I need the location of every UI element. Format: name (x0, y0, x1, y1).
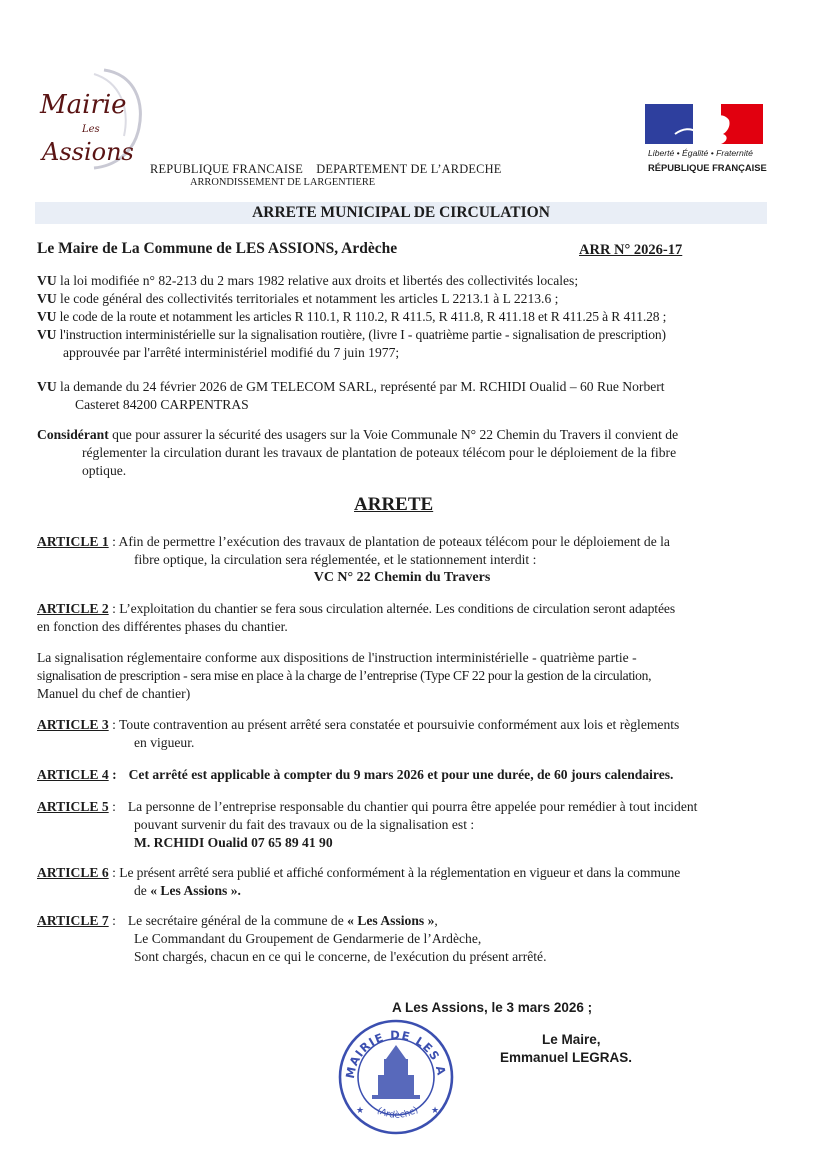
marianne-logo (645, 104, 765, 176)
stamp-inner-text: (Ardèche) (375, 1105, 421, 1121)
article-text: La signalisation réglementaire conforme aux dispositions de l'instruction interministérielle - quatrième partie - (37, 650, 637, 665)
marianne-flag-icon (645, 104, 765, 144)
vu-text: le code général des collectivités territoriales et notamment les articles L 2213.1 à L 2213.6 ; (56, 291, 559, 306)
article-emphasis: « Les Assions ». (150, 883, 241, 898)
article-text: pouvant survenir du fait des travaux ou de la signalisation est : (134, 817, 475, 832)
article-separator: : (108, 865, 120, 880)
logo-line-2: Les (82, 124, 100, 135)
stamp-seal-icon (336, 1017, 456, 1137)
svg-text:(Ardèche) (375, 1105, 420, 1120)
article-label: ARTICLE 4 (37, 767, 109, 782)
page-title: ARRETE MUNICIPAL DE CIRCULATION (252, 204, 550, 221)
article-separator: : (108, 717, 119, 732)
vu-item (37, 290, 767, 308)
issuer-line: Le Maire de La Commune de LES ASSIONS, Ardèche (37, 240, 398, 257)
article-2 (37, 600, 767, 636)
article-2-signalisation (37, 649, 767, 703)
article-label: ARTICLE 7 (37, 913, 109, 928)
article-text: en vigueur. (134, 735, 195, 750)
article-label: ARTICLE 2 (37, 601, 109, 616)
article-text: La personne de l’entreprise responsable du chantier qui pourra être appelée pour remédier à tout incident (127, 799, 698, 814)
logo-line-3: Assions (42, 138, 134, 166)
vu-demande (37, 378, 767, 414)
stamp-outer-text: MAIRIE DE LES A (342, 1027, 449, 1080)
article-label: ARTICLE 3 (37, 717, 109, 732)
logo-line-1: Mairie (40, 90, 127, 120)
article-text: Sont chargés, chacun en ce qui le concerne, de l'exécution du présent arrêté. (134, 949, 547, 964)
article-label: ARTICLE 6 (37, 865, 109, 880)
article-separator: : (108, 913, 116, 928)
stamp-star-icon: ★ (431, 1105, 440, 1115)
article-label: ARTICLE 1 (37, 534, 109, 549)
header-republic-department: REPUBLIQUE FRANCAISE DEPARTEMENT DE L’ARDECHE (150, 162, 502, 176)
arrete-heading: ARRETE (354, 494, 434, 515)
vu-text: la loi modifiée n° 82-213 du 2 mars 1982 relative aux droits et libertés des collectivités locales; (56, 273, 579, 288)
article-text: Toute contravention au présent arrêté sera constatée et poursuivie conformément aux lois et règlements (119, 717, 680, 732)
vu-label: VU (37, 309, 57, 324)
article-7 (37, 912, 767, 966)
article-text: en fonction des différentes phases du chantier. (37, 619, 288, 634)
signer-name: Emmanuel LEGRAS. (500, 1050, 633, 1065)
article-text: L’exploitation du chantier se fera sous circulation alternée. Les conditions de circulation seront adaptées (119, 601, 676, 616)
vu-item (37, 308, 767, 326)
article-separator: : (108, 799, 116, 814)
vu-text: la demande du 24 février 2026 de GM TELECOM SARL, représenté par M. RCHIDI Oualid – 60 Rue Norbert (56, 379, 665, 394)
contact-person: M. RCHIDI Oualid 07 65 89 41 90 (134, 835, 333, 850)
vu-item-continued: approuvée par l'arrêté interministériel modifié du 7 juin 1977; (63, 345, 400, 360)
stamp-star-icon: ★ (356, 1105, 365, 1115)
vu-item (37, 272, 767, 290)
article-text: de (134, 883, 151, 898)
article-text: Le Commandant du Groupement de Gendarmerie de l’Ardèche, (134, 931, 482, 946)
republic-motto: Liberté • Égalité • Fraternité (648, 148, 753, 158)
article-3 (37, 716, 767, 752)
header-arrondissement: ARRONDISSEMENT DE LARGENTIERE (190, 177, 376, 188)
article-emphasis: « Les Assions » (347, 913, 435, 928)
article-text: signalisation de prescription - sera mise en place à la charge de l’entreprise (Type CF 22 pour la gestion de la circulation, (37, 668, 652, 683)
article-text: Le secrétaire général de la commune de (127, 913, 348, 928)
article-text: Cet arrêté est applicable à compter du 9 mars 2026 et pour une durée, de 60 jours calendaires. (128, 767, 674, 782)
vu-label: VU (37, 273, 57, 288)
article-separator: : (108, 767, 117, 782)
article-6 (37, 864, 767, 900)
vu-item (37, 326, 767, 344)
vu-label: VU (37, 327, 57, 342)
considerant-label: Considérant (37, 427, 109, 442)
considerant (37, 426, 767, 480)
vu-label: VU (37, 379, 57, 394)
vu-text: le code de la route et notamment les articles R 110.1, R 110.2, R 411.5, R 411.8, R 411.18 et R 411.25 à R 411.28 ; (56, 309, 667, 324)
article-emphasis: VC N° 22 Chemin du Travers (313, 570, 491, 585)
signer-role: Le Maire, (542, 1032, 601, 1047)
vu-list (37, 272, 767, 362)
considerant-text: que pour assurer la sécurité des usagers sur la Voie Communale N° 22 Chemin du Travers il convient de (108, 427, 679, 442)
article-text: fibre optique, la circulation sera réglementée, et le stationnement interdit : (134, 552, 537, 567)
vu-text: l'instruction interministérielle sur la signalisation routière, (livre I - quatrième partie - signalisation de prescription) (56, 327, 666, 342)
vu-label: VU (37, 291, 57, 306)
vu-text-continued: Casteret 84200 CARPENTRAS (75, 397, 249, 412)
article-separator: : (108, 534, 119, 549)
article-5 (37, 798, 767, 852)
republic-name: RÉPUBLIQUE FRANÇAISE (648, 162, 767, 173)
article-4 (37, 766, 767, 784)
article-text: Afin de permettre l’exécution des travaux de plantation de poteaux télécom pour le déploiement de la (118, 534, 670, 549)
reference-number: ARR N° 2026-17 (579, 242, 683, 258)
official-stamp (336, 1017, 456, 1137)
article-1 (37, 533, 767, 587)
article-text: Manuel du chef de chantier) (37, 686, 191, 701)
considerant-text-continued: réglementer la circulation durant les travaux de plantation de poteaux télécom pour le déploiement de la fibre (82, 445, 677, 460)
place-and-date: A Les Assions, le 3 mars 2026 ; (392, 1000, 593, 1015)
article-separator: : (108, 601, 120, 616)
considerant-text-continued: optique. (82, 463, 127, 478)
article-label: ARTICLE 5 (37, 799, 109, 814)
article-text: Le présent arrêté sera publié et affiché conformément à la réglementation en vigueur et dans la commune (119, 865, 681, 880)
municipal-logo (34, 62, 154, 172)
article-text: , (434, 913, 438, 928)
